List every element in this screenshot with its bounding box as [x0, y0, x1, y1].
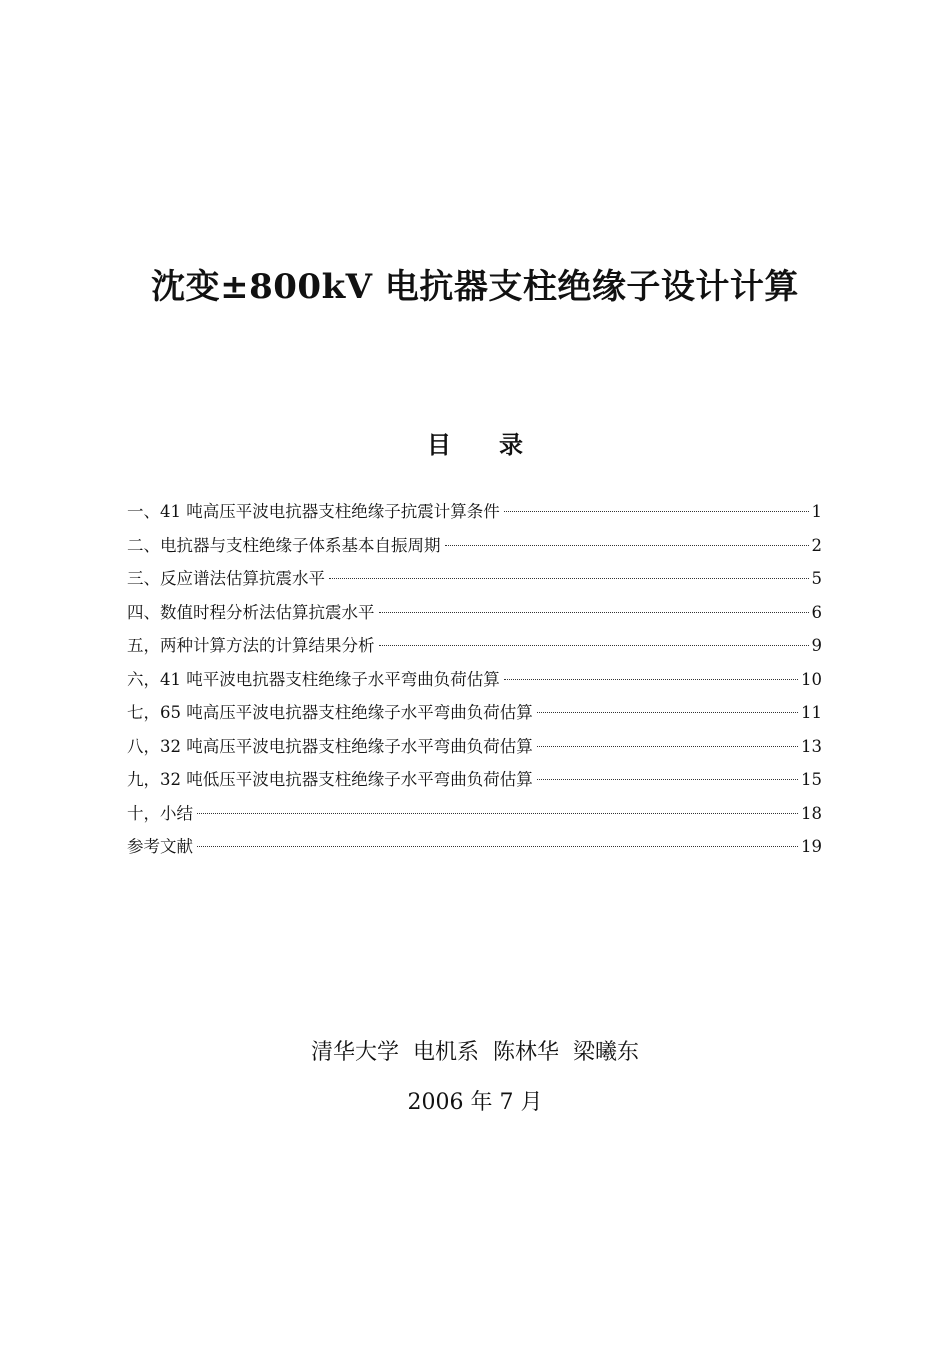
toc-dot-leader — [537, 712, 798, 713]
toc-entry[interactable] — [127, 596, 822, 630]
document-title: 沈变±800kV 电抗器支柱绝缘子设计计算 — [151, 267, 799, 307]
toc-entry-label: 八，32 吨高压平波电抗器支柱绝缘子水平弯曲负荷估算 — [127, 736, 533, 756]
toc-entry-page: 6 — [811, 602, 822, 622]
toc-entry-page: 10 — [801, 669, 822, 689]
toc-entry-label: 九，32 吨低压平波电抗器支柱绝缘子水平弯曲负荷估算 — [127, 770, 533, 789]
toc-entry[interactable] — [127, 830, 822, 864]
toc-entry-label: 二、电抗器与支柱绝缘子体系基本自振周期 — [127, 535, 441, 555]
toc-entry-page: 11 — [801, 703, 822, 722]
toc-heading: 目 录 — [427, 430, 523, 459]
toc-entry-label: 十，小结 — [127, 803, 193, 823]
toc-dot-leader — [537, 746, 798, 747]
document-date: 2006 年 7 月 — [407, 1090, 543, 1115]
toc-entry-label: 三、反应谱法估算抗震水平 — [127, 569, 325, 588]
toc-entry-label: 四、数值时程分析法估算抗震水平 — [127, 602, 375, 622]
toc-dot-leader — [537, 779, 798, 780]
toc-entry-label: 五，两种计算方法的计算结果分析 — [127, 636, 375, 655]
toc-entry[interactable] — [127, 730, 822, 764]
toc-dot-leader — [379, 645, 809, 646]
toc-entry[interactable] — [127, 495, 822, 529]
toc-dot-leader — [445, 545, 809, 546]
toc-entry[interactable] — [127, 696, 822, 730]
author-affiliation: 清华大学 电机系 陈林华 梁曦东 — [311, 1040, 639, 1065]
toc-entry-page: 18 — [801, 803, 822, 823]
toc-entry[interactable] — [127, 629, 822, 663]
toc-dot-leader — [329, 578, 809, 579]
toc-entry-page: 15 — [801, 770, 822, 789]
toc-dot-leader — [504, 679, 798, 680]
toc-entry-page: 2 — [811, 535, 822, 555]
toc-entry-page: 19 — [801, 837, 822, 856]
toc-entry[interactable] — [127, 663, 822, 697]
toc-entry-page: 5 — [811, 569, 822, 588]
toc-entry-page: 9 — [811, 636, 822, 655]
toc-entry[interactable] — [127, 562, 822, 596]
toc-dot-leader — [379, 612, 809, 613]
toc-entry[interactable] — [127, 763, 822, 797]
toc-entry-page: 1 — [811, 502, 822, 521]
toc-entry[interactable] — [127, 529, 822, 563]
toc-entry-page: 13 — [801, 736, 822, 756]
toc-entry-label: 参考文献 — [127, 837, 193, 856]
toc-dot-leader — [504, 511, 809, 512]
toc-dot-leader — [197, 813, 798, 814]
toc-entry[interactable] — [127, 797, 822, 831]
toc-entry-label: 七，65 吨高压平波电抗器支柱绝缘子水平弯曲负荷估算 — [127, 703, 533, 722]
toc-dot-leader — [197, 846, 798, 847]
toc-entry-label: 一、41 吨高压平波电抗器支柱绝缘子抗震计算条件 — [127, 502, 500, 521]
toc-entry-label: 六，41 吨平波电抗器支柱绝缘子水平弯曲负荷估算 — [127, 669, 500, 689]
table-of-contents — [127, 495, 822, 864]
